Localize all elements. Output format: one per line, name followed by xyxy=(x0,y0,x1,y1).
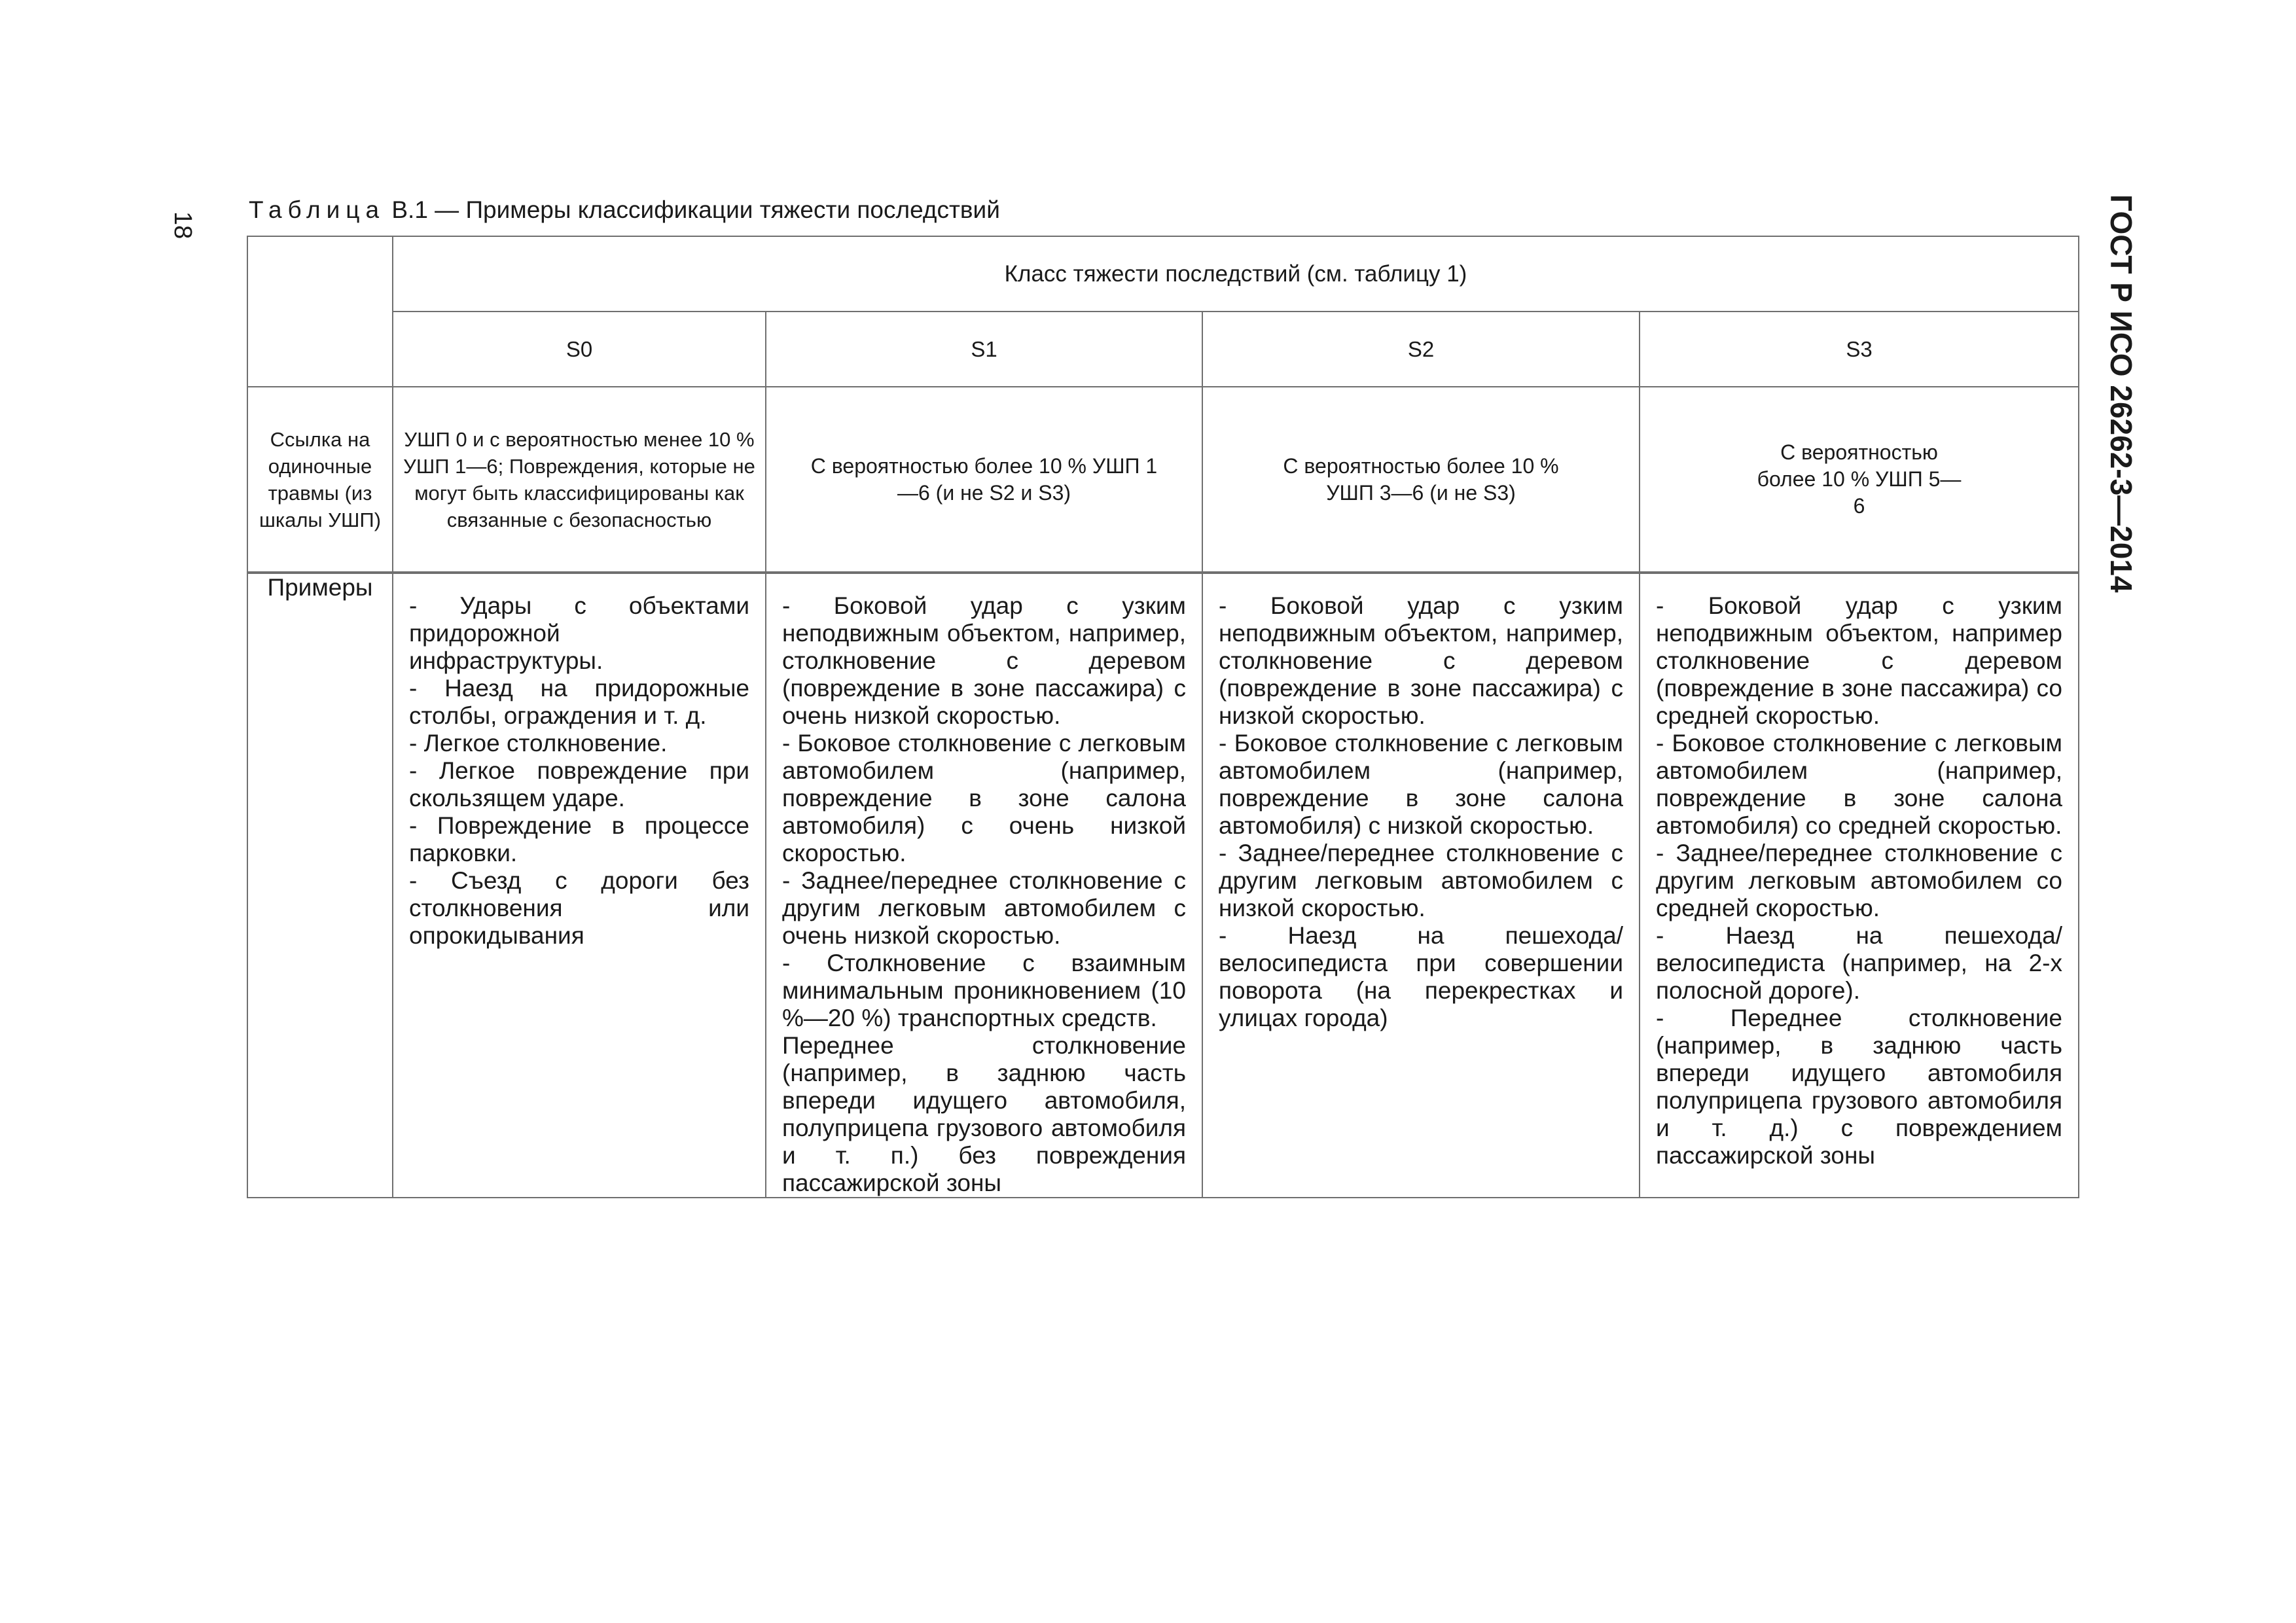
severity-label-s2: S2 xyxy=(1202,312,1640,387)
severity-class-header: Класс тяжести последствий (см. таблицу 1) xyxy=(393,236,2079,312)
list-item: - Наезд на придорожные столбы, ограждения и т. д. xyxy=(409,675,749,729)
list-item: - Заднее/переднее столкновение с другим легковым автомобилем со средней скоростью. xyxy=(1656,840,2062,921)
examples-cell-s1 xyxy=(766,573,1202,1198)
reference-row-label: Ссылка на одиночные травмы (из шкалы УШП) xyxy=(247,387,393,573)
corner-cell xyxy=(247,236,393,387)
list-item: - Наезд на пешехода/велосипедиста при совершении поворота (на перекрестках и улицах города) xyxy=(1219,922,1623,1031)
list-item: - Боковое столкновение с легковым автомобилем (например, повреждение в зоне салона автомобиля) со средней скоростью. xyxy=(1656,730,2062,839)
severity-label-s3: S3 xyxy=(1640,312,2079,387)
caption-label: Таблица xyxy=(249,196,386,223)
examples-row xyxy=(247,573,2079,1198)
severity-labels-row xyxy=(247,312,2079,387)
examples-list-s1 xyxy=(766,574,1202,1197)
list-item: - Съезд с дороги без столкновения или опрокидывания xyxy=(409,867,749,949)
reference-text-s1: С вероятностью более 10 % УШП 1—6 (и не S2 и S3) xyxy=(810,454,1158,505)
list-item: - Наезд на пешехода/велосипедиста (например, на 2-х полосной дороге). xyxy=(1656,922,2062,1004)
list-item: - Повреждение в процессе парковки. xyxy=(409,812,749,866)
examples-list-s2 xyxy=(1203,574,1639,1032)
list-item: - Столкновение с взаимным минимальным проникновением (10 %—20 %) транспортных средств. xyxy=(782,950,1186,1031)
reference-cell-s2 xyxy=(1202,387,1640,573)
list-item: - Заднее/переднее столкновение с другим легковым автомобилем с низкой скоростью. xyxy=(1219,840,1623,921)
examples-cell-s2 xyxy=(1202,573,1640,1198)
examples-list-s3 xyxy=(1640,574,2078,1169)
list-item: - Заднее/переднее столкновение с другим легковым автомобилем с очень низкой скоростью. xyxy=(782,867,1186,949)
reference-text-s2: С вероятностью более 10 % УШП 3—6 (и не S3) xyxy=(1283,454,1559,505)
examples-row-label: Примеры xyxy=(247,573,393,1198)
list-item: - Боковое столкновение с легковым автомобилем (например, повреждение в зоне салона автомобиля) с низкой скоростью. xyxy=(1219,730,1623,839)
reference-cell-s0: УШП 0 и с вероятностью менее 10 % УШП 1—6; Повреждения, которые не могут быть классифицированы как связанные с безопасностью xyxy=(393,387,766,573)
reference-cell-s1 xyxy=(766,387,1202,573)
list-item: - Боковой удар с узким неподвижным объектом, например, столкновение с деревом (повреждение в зоне пассажира) с очень низкой скоростью. xyxy=(782,592,1186,729)
severity-label-s1: S1 xyxy=(766,312,1202,387)
reference-text-s3: С вероятностью более 10 % УШП 5—6 xyxy=(1757,440,1962,518)
list-item: Переднее столкновение (например, в заднюю часть впереди идущего автомобиля, полуприцепа грузового автомобиля и т. п.) без повреждения пассажирской зоны xyxy=(782,1032,1186,1196)
severity-label-s0: S0 xyxy=(393,312,766,387)
list-item: - Легкое повреждение при скользящем ударе. xyxy=(409,757,749,812)
examples-list-s0 xyxy=(393,574,765,950)
examples-cell-s3 xyxy=(1640,573,2079,1198)
caption-text: В.1 — Примеры классификации тяжести последствий xyxy=(385,196,1000,223)
severity-classification-table xyxy=(247,236,2079,1198)
reference-row xyxy=(247,387,2079,573)
list-item: - Боковое столкновение с легковым автомобилем (например, повреждение в зоне салона автомобиля) с очень низкой скоростью. xyxy=(782,730,1186,866)
list-item: - Переднее столкновение (например, в заднюю часть впереди идущего автомобиля полуприцепа грузового автомобиля и т. д.) с повреждением пассажирской зоны xyxy=(1656,1005,2062,1169)
examples-cell-s0 xyxy=(393,573,766,1198)
list-item: - Удары с объектами придорожной инфраструктуры. xyxy=(409,592,749,674)
list-item: - Легкое столкновение. xyxy=(409,730,668,757)
table-header-row xyxy=(247,236,2079,312)
reference-cell-s3 xyxy=(1640,387,2079,573)
list-item: - Боковой удар с узким неподвижным объектом, например, столкновение с деревом (повреждение в зоне пассажира) с низкой скоростью. xyxy=(1219,592,1623,729)
table-caption xyxy=(249,196,1000,224)
list-item: - Боковой удар с узким неподвижным объектом, например столкновение с деревом (повреждение в зоне пассажира) со средней скоростью. xyxy=(1656,592,2062,729)
